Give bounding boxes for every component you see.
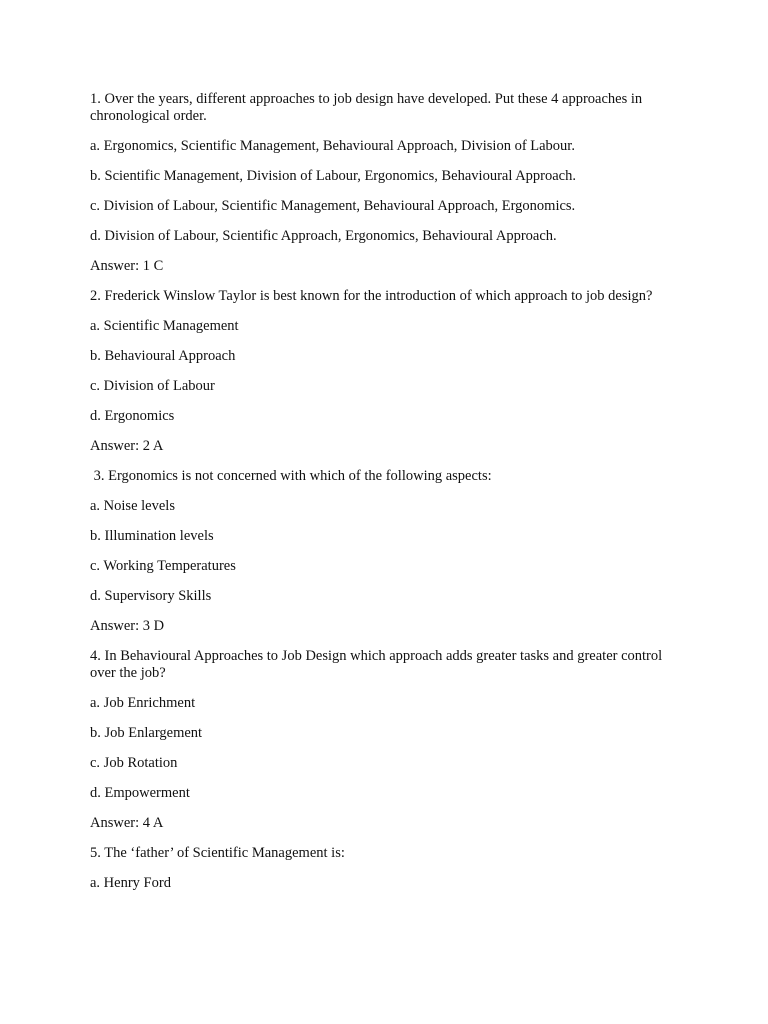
option-c: c. Working Temperatures xyxy=(90,558,236,574)
option-c: c. Division of Labour, Scientific Management, Behavioural Approach, Ergonomics. xyxy=(90,198,576,214)
question-text: 4. In Behavioural Approaches to Job Design which approach adds greater tasks and greater control over the job? xyxy=(90,648,663,681)
option-a: a. Noise levels xyxy=(90,498,175,514)
question-block-2 xyxy=(90,288,690,455)
question-block-4 xyxy=(90,648,690,832)
question-block-3 xyxy=(90,468,690,635)
answer-line: Answer: 3 D xyxy=(90,618,165,634)
option-d: d. Ergonomics xyxy=(90,408,175,424)
document-body xyxy=(90,91,690,905)
option-d: d. Empowerment xyxy=(90,785,190,801)
option-c: c. Division of Labour xyxy=(90,378,215,394)
question-block-5 xyxy=(90,845,690,892)
option-b: b. Job Enlargement xyxy=(90,725,203,741)
question-text: 2. Frederick Winslow Taylor is best known for the introduction of which approach to job design? xyxy=(90,288,653,304)
option-b: b. Scientific Management, Division of Labour, Ergonomics, Behavioural Approach. xyxy=(90,168,576,184)
option-c: c. Job Rotation xyxy=(90,755,178,771)
question-block-1 xyxy=(90,91,690,275)
answer-line: Answer: 2 A xyxy=(90,438,164,454)
option-a: a. Scientific Management xyxy=(90,318,239,334)
option-b: b. Behavioural Approach xyxy=(90,348,236,364)
option-b: b. Illumination levels xyxy=(90,528,214,544)
option-a: a. Henry Ford xyxy=(90,875,171,891)
option-d: d. Division of Labour, Scientific Approach, Ergonomics, Behavioural Approach. xyxy=(90,228,557,244)
option-d: d. Supervisory Skills xyxy=(90,588,212,604)
question-text: 5. The ‘father’ of Scientific Management is: xyxy=(90,845,345,861)
option-a: a. Ergonomics, Scientific Management, Behavioural Approach, Division of Labour. xyxy=(90,138,575,154)
question-text: 1. Over the years, different approaches to job design have developed. Put these 4 approaches in chronological order. xyxy=(90,91,643,124)
answer-line: Answer: 1 C xyxy=(90,258,164,274)
question-text: 3. Ergonomics is not concerned with which of the following aspects: xyxy=(90,468,492,484)
option-a: a. Job Enrichment xyxy=(90,695,196,711)
answer-line: Answer: 4 A xyxy=(90,815,164,831)
